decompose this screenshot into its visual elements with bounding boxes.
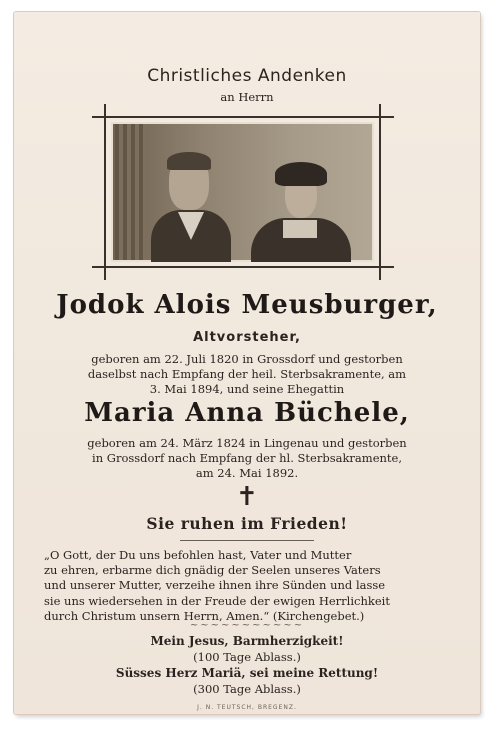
prayer-line: durch Christum unsern Herrn, Amen.“ (Kirchengebet.) — [44, 608, 365, 623]
curtain — [115, 124, 145, 260]
deceased1-line: 3. Mai 1894, und seine Ehegattin — [149, 382, 345, 396]
prayer-text — [44, 548, 450, 624]
card-title: Christliches Andenken — [147, 66, 347, 86]
invocation-2: Süsses Herz Mariä, sei meine Rettung! — [115, 666, 379, 680]
portrait-photo — [111, 122, 374, 262]
woman-hat — [275, 162, 327, 186]
printer-imprint: J. N. TEUTSCH, BREGENZ. — [197, 704, 297, 711]
deceased1-title: Altvorsteher, — [193, 330, 301, 345]
deceased1-line: geboren am 22. Juli 1820 in Grossdorf und gestorben — [91, 352, 403, 366]
deceased2-line: geboren am 24. März 1824 in Lingenau und gestorben — [87, 436, 407, 450]
divider — [180, 540, 314, 541]
man-hair — [167, 152, 211, 170]
prayer-line: sie uns wiedersehen in der Freude der ewigen Herrlichkeit — [44, 593, 390, 608]
woman-scarf — [283, 220, 317, 238]
card-subtitle: an Herrn — [220, 90, 274, 104]
prayer-line: zu ehren, erbarme dich gnädig der Seelen unseres Vaters — [44, 563, 381, 578]
deceased2-line: in Grossdorf nach Empfang der hl. Sterbsakramente, — [92, 451, 402, 465]
deceased1-line: daselbst nach Empfang der heil. Sterbsakramente, am — [87, 367, 407, 381]
deceased2-name: Maria Anna Büchele, — [84, 398, 410, 428]
frame-line-left — [104, 104, 106, 280]
deceased2-line: am 24. Mai 1892. — [195, 466, 299, 480]
frame-line-right — [379, 104, 381, 280]
invocation-1: Mein Jesus, Barmherzigkeit! — [150, 634, 344, 648]
frame-line-top — [92, 116, 394, 118]
indulgence-2: (300 Tage Ablass.) — [193, 682, 301, 696]
deceased1-details — [0, 352, 494, 397]
deceased1-name: Jodok Alois Meusburger, — [56, 290, 438, 320]
deceased2-details — [0, 436, 494, 481]
ornament: ~~~~~~~~~~~ — [189, 620, 305, 631]
cross-icon: ✝ — [236, 482, 258, 512]
indulgence-1: (100 Tage Ablass.) — [193, 650, 301, 664]
frame-line-bottom — [92, 266, 394, 268]
prayer-line: „O Gott, der Du uns befohlen hast, Vater und Mutter — [44, 548, 352, 562]
prayer-line: und unserer Mutter, verzeihe ihnen ihre Sünden und lasse — [44, 578, 386, 593]
rest-in-peace: Sie ruhen im Frieden! — [146, 514, 348, 533]
